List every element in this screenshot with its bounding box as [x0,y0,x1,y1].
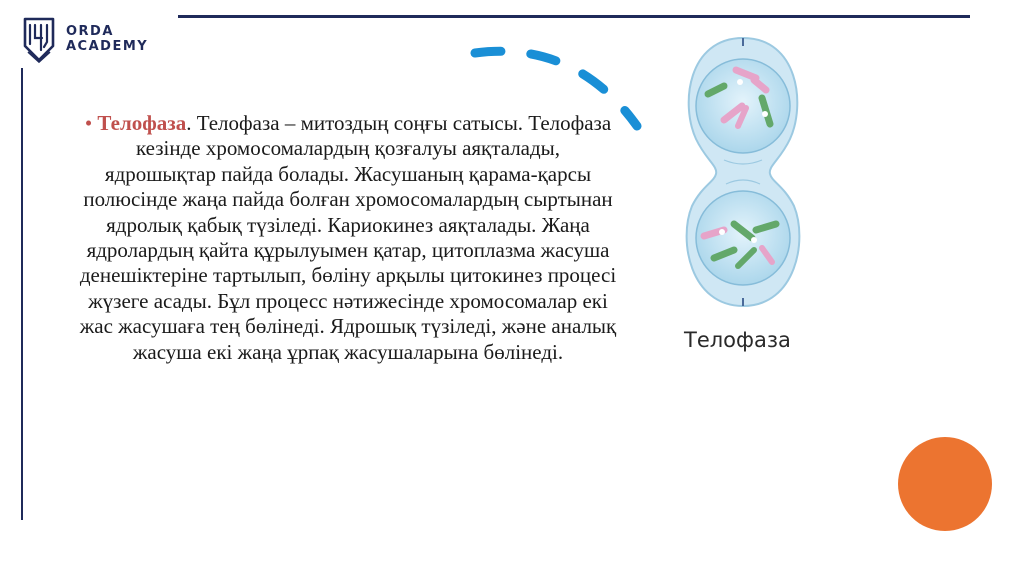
bullet-marker: • [84,111,93,135]
logo-wordmark [66,24,148,54]
figure-caption: Телофаза [684,328,791,352]
description-body: Телофаза – митоздың соңғы сатысы. Телофаза кезінде хромосомалардың қозғалуы аяқталады, ядрошықтар пайда болады. Жасушаның қарама-қарсы полюсінде жаңа пайда болған хромосомалардың сыртынан ядролық қабық түзіледі. Кариокинез аяқталады. Жаңа ядролардың қайта құрылуымен қатар, цитоплазма жасуша денешіктеріне тартылып, бөліну арқылы цитокинез процесі жүзеге асады. Бұл процесс нәтижесінде хромосомалар екі жас жасушаға тең бөлінеді. Ядрошық түзіледі, және аналық жасуша екі жаңа ұрпақ жасушаларына бөлінеді. [79,111,617,364]
left-divider-line [21,68,23,520]
term-telophase: Телофаза [97,111,187,135]
orda-academy-logo [22,16,172,64]
logo-line-academy: ACADEMY [66,39,149,54]
telophase-cell-illustration [680,34,806,310]
term-dot: . [186,111,192,135]
top-divider-line [178,15,970,18]
telophase-description [78,111,618,365]
orange-circle-decoration [898,437,992,531]
logo-line-orda: ORDA [66,24,114,39]
logo-shield-icon [22,16,56,64]
